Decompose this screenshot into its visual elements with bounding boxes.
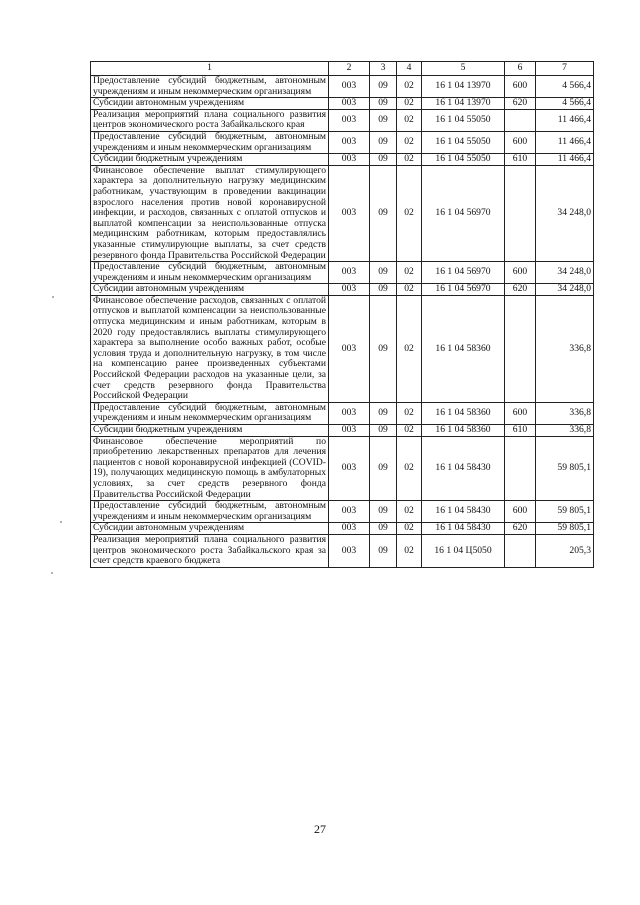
cell-expense-type: 600 xyxy=(505,262,536,284)
cell-expense-type xyxy=(505,534,536,567)
cell-section: 09 xyxy=(370,402,397,424)
cell-expense-type: 620 xyxy=(505,523,536,535)
cell-ministry-code: 003 xyxy=(329,131,370,153)
cell-amount: 34 248,0 xyxy=(536,284,594,296)
cell-target-article: 16 1 04 56970 xyxy=(422,262,505,284)
cell-amount: 336,8 xyxy=(536,425,594,437)
cell-name: Предоставление субсидий бюджетным, автономным учреждениям и иным некоммерческим организациям xyxy=(91,76,329,98)
cell-ministry-code: 003 xyxy=(329,165,370,261)
scan-speck xyxy=(51,572,53,574)
cell-target-article: 16 1 04 56970 xyxy=(422,165,505,261)
table-row xyxy=(91,76,594,98)
cell-target-article: 16 1 04 58430 xyxy=(422,523,505,535)
header-col-6: 6 xyxy=(505,62,536,76)
table-row xyxy=(91,262,594,284)
table-row xyxy=(91,402,594,424)
cell-target-article: 16 1 04 55050 xyxy=(422,109,505,131)
cell-target-article: 16 1 04 13970 xyxy=(422,98,505,110)
cell-section: 09 xyxy=(370,523,397,535)
cell-expense-type: 600 xyxy=(505,131,536,153)
cell-section: 09 xyxy=(370,295,397,402)
cell-section: 09 xyxy=(370,262,397,284)
table-row xyxy=(91,534,594,567)
cell-amount: 59 805,1 xyxy=(536,523,594,535)
cell-name: Субсидии бюджетным учреждениям xyxy=(91,425,329,437)
cell-name: Финансовое обеспечение мероприятий по приобретению лекарственных препаратов для лечения пациентов с новой коронавирусной инфекцией (COVID-19), получающих медицинскую помощь в амбулаторных условиях, за счет средств резервного фонда Правительства Российской Федерации xyxy=(91,436,329,501)
cell-subsection: 02 xyxy=(397,131,422,153)
page-number: 27 xyxy=(314,822,326,836)
cell-name: Субсидии автономным учреждениям xyxy=(91,98,329,110)
cell-expense-type: 600 xyxy=(505,76,536,98)
cell-name: Финансовое обеспечение расходов, связанных с оплатой отпусков и выплатой компенсации за неиспользованные отпуска медицинским и иным работникам, которым в 2020 году предоставлялись выплаты стимулирующего характера за выполнение особо важных работ, особые условия труда и дополнительную нагрузку, в том числе на компенсацию ранее произведенных субъектами Российской Федерации расходов на указанные цели, за счет средств резервного фонда Правительства Российской Федерации xyxy=(91,295,329,402)
cell-name: Предоставление субсидий бюджетным, автономным учреждениям и иным некоммерческим организациям xyxy=(91,262,329,284)
table-row xyxy=(91,284,594,296)
cell-ministry-code: 003 xyxy=(329,425,370,437)
header-col-7: 7 xyxy=(536,62,594,76)
cell-target-article: 16 1 04 55050 xyxy=(422,154,505,166)
header-col-4: 4 xyxy=(397,62,422,76)
header-col-3: 3 xyxy=(370,62,397,76)
cell-amount: 336,8 xyxy=(536,402,594,424)
cell-subsection: 02 xyxy=(397,262,422,284)
cell-expense-type: 610 xyxy=(505,425,536,437)
cell-target-article: 16 1 04 58430 xyxy=(422,436,505,501)
cell-subsection: 02 xyxy=(397,534,422,567)
cell-ministry-code: 003 xyxy=(329,109,370,131)
table-row xyxy=(91,436,594,501)
table-row xyxy=(91,131,594,153)
cell-subsection: 02 xyxy=(397,425,422,437)
table-row xyxy=(91,109,594,131)
table-row xyxy=(91,501,594,523)
cell-ministry-code: 003 xyxy=(329,436,370,501)
cell-expense-type xyxy=(505,165,536,261)
scan-speck xyxy=(52,296,54,298)
cell-amount: 205,3 xyxy=(536,534,594,567)
cell-amount: 11 466,4 xyxy=(536,131,594,153)
cell-target-article: 16 1 04 58360 xyxy=(422,402,505,424)
header-col-1: 1 xyxy=(91,62,329,76)
cell-target-article: 16 1 04 56970 xyxy=(422,284,505,296)
cell-section: 09 xyxy=(370,165,397,261)
cell-section: 09 xyxy=(370,425,397,437)
header-col-5: 5 xyxy=(422,62,505,76)
cell-expense-type: 620 xyxy=(505,98,536,110)
cell-name: Реализация мероприятий плана социального развития центров экономического роста Забайкальского края xyxy=(91,109,329,131)
cell-subsection: 02 xyxy=(397,154,422,166)
cell-section: 09 xyxy=(370,501,397,523)
budget-table xyxy=(90,61,594,568)
cell-amount: 336,8 xyxy=(536,295,594,402)
cell-target-article: 16 1 04 58360 xyxy=(422,425,505,437)
cell-amount: 11 466,4 xyxy=(536,109,594,131)
cell-subsection: 02 xyxy=(397,165,422,261)
cell-section: 09 xyxy=(370,109,397,131)
cell-expense-type: 600 xyxy=(505,501,536,523)
scan-speck xyxy=(60,521,62,523)
cell-amount: 34 248,0 xyxy=(536,165,594,261)
cell-ministry-code: 003 xyxy=(329,76,370,98)
cell-subsection: 02 xyxy=(397,109,422,131)
cell-subsection: 02 xyxy=(397,523,422,535)
cell-amount: 11 466,4 xyxy=(536,154,594,166)
cell-section: 09 xyxy=(370,154,397,166)
cell-ministry-code: 003 xyxy=(329,501,370,523)
table-row xyxy=(91,98,594,110)
cell-target-article: 16 1 04 Ц5050 xyxy=(422,534,505,567)
cell-subsection: 02 xyxy=(397,284,422,296)
table-row xyxy=(91,523,594,535)
cell-expense-type: 600 xyxy=(505,402,536,424)
cell-name: Предоставление субсидий бюджетным, автономным учреждениям и иным некоммерческим организациям xyxy=(91,402,329,424)
cell-target-article: 16 1 04 55050 xyxy=(422,131,505,153)
cell-amount: 59 805,1 xyxy=(536,501,594,523)
table-row xyxy=(91,165,594,261)
cell-target-article: 16 1 04 58360 xyxy=(422,295,505,402)
cell-section: 09 xyxy=(370,76,397,98)
cell-expense-type: 620 xyxy=(505,284,536,296)
cell-ministry-code: 003 xyxy=(329,523,370,535)
cell-expense-type xyxy=(505,436,536,501)
cell-target-article: 16 1 04 58430 xyxy=(422,501,505,523)
table-row xyxy=(91,154,594,166)
header-col-2: 2 xyxy=(329,62,370,76)
cell-subsection: 02 xyxy=(397,98,422,110)
cell-section: 09 xyxy=(370,131,397,153)
table-row xyxy=(91,295,594,402)
cell-ministry-code: 003 xyxy=(329,262,370,284)
cell-subsection: 02 xyxy=(397,436,422,501)
cell-ministry-code: 003 xyxy=(329,402,370,424)
cell-name: Субсидии автономным учреждениям xyxy=(91,284,329,296)
cell-amount: 4 566,4 xyxy=(536,76,594,98)
cell-section: 09 xyxy=(370,98,397,110)
cell-subsection: 02 xyxy=(397,501,422,523)
cell-amount: 34 248,0 xyxy=(536,262,594,284)
cell-ministry-code: 003 xyxy=(329,154,370,166)
cell-name: Предоставление субсидий бюджетным, автономным учреждениям и иным некоммерческим организациям xyxy=(91,501,329,523)
cell-ministry-code: 003 xyxy=(329,295,370,402)
cell-ministry-code: 003 xyxy=(329,284,370,296)
cell-ministry-code: 003 xyxy=(329,98,370,110)
cell-name: Субсидии бюджетным учреждениям xyxy=(91,154,329,166)
cell-target-article: 16 1 04 13970 xyxy=(422,76,505,98)
cell-amount: 4 566,4 xyxy=(536,98,594,110)
table-body xyxy=(91,76,594,568)
cell-expense-type xyxy=(505,109,536,131)
table-header-row xyxy=(91,62,594,76)
cell-section: 09 xyxy=(370,534,397,567)
cell-section: 09 xyxy=(370,436,397,501)
cell-amount: 59 805,1 xyxy=(536,436,594,501)
cell-name: Субсидии автономным учреждениям xyxy=(91,523,329,535)
cell-name: Финансовое обеспечение выплат стимулирующего характера за дополнительную нагрузку медицинским работникам, участвующим в проведении вакцинации взрослого населения против новой коронавирусной инфекции, и расходов, связанных с оплатой отпусков и выплатой компенсации за неиспользованные отпуска медицинским работникам, которым предоставлялись указанные стимулирующие выплаты, за счет средств резервного фонда Правительства Российской Федерации xyxy=(91,165,329,261)
cell-name: Предоставление субсидий бюджетным, автономным учреждениям и иным некоммерческим организациям xyxy=(91,131,329,153)
cell-subsection: 02 xyxy=(397,295,422,402)
cell-name: Реализация мероприятий плана социального развития центров экономического роста Забайкальского края за счет средств краевого бюджета xyxy=(91,534,329,567)
table-row xyxy=(91,425,594,437)
cell-expense-type xyxy=(505,295,536,402)
cell-subsection: 02 xyxy=(397,76,422,98)
cell-section: 09 xyxy=(370,284,397,296)
cell-expense-type: 610 xyxy=(505,154,536,166)
cell-ministry-code: 003 xyxy=(329,534,370,567)
cell-subsection: 02 xyxy=(397,402,422,424)
